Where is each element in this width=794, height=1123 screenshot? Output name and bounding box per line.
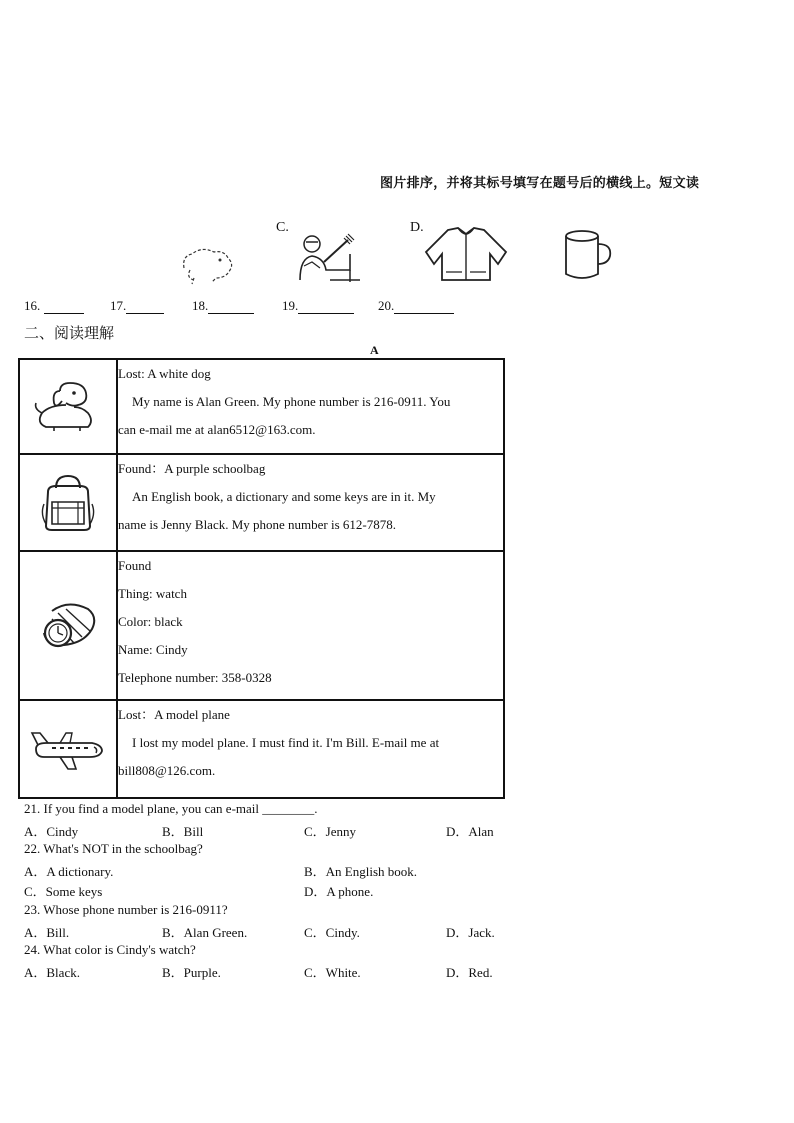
notice-line: I lost my model plane. I must find it. I'm Bill. E-mail me at bbox=[132, 735, 440, 750]
notice-line: Thing: watch bbox=[118, 586, 187, 601]
q21-option-a[interactable]: A．Cindy bbox=[24, 824, 79, 839]
notice-text-cell bbox=[117, 700, 504, 798]
cup-icon bbox=[560, 226, 616, 287]
notice-line: Telephone number: 358-0328 bbox=[118, 670, 272, 685]
watch-icon bbox=[38, 601, 98, 651]
question-22-stem: 22. What's NOT in the schoolbag? bbox=[24, 841, 203, 856]
blank-19[interactable]: 19. bbox=[282, 298, 354, 314]
notice-picture-cell bbox=[19, 454, 117, 551]
notice-line: Name: Cindy bbox=[118, 642, 188, 657]
notice-row bbox=[19, 700, 504, 798]
blank-17[interactable]: 17. bbox=[110, 298, 164, 314]
dog-icon bbox=[30, 381, 106, 433]
notice-heading: Lost：A model plane bbox=[118, 707, 230, 722]
question-24-stem: 24. What color is Cindy's watch? bbox=[24, 942, 196, 957]
q23-option-c[interactable]: C．Cindy. bbox=[304, 925, 360, 940]
schoolbag-icon bbox=[38, 474, 98, 532]
notice-heading: Lost: A white dog bbox=[118, 366, 211, 381]
q24-option-a[interactable]: A．Black. bbox=[24, 965, 80, 980]
notice-line: Color: black bbox=[118, 614, 183, 629]
notice-row bbox=[19, 359, 504, 454]
q24-option-b[interactable]: B．Purple. bbox=[162, 965, 221, 980]
notice-row bbox=[19, 454, 504, 551]
q22-option-d[interactable]: D．A phone. bbox=[304, 884, 374, 899]
notice-text-cell bbox=[117, 551, 504, 700]
q22-option-a[interactable]: A．A dictionary. bbox=[24, 864, 114, 879]
notice-line: can e-mail me at alan6512@163.com. bbox=[118, 422, 316, 437]
notice-line: My name is Alan Green. My phone number is 216-0911. You bbox=[132, 394, 451, 409]
passage-label: A bbox=[370, 343, 379, 357]
picture-d-letter: D. bbox=[410, 220, 424, 235]
blank-16[interactable]: 16. bbox=[24, 298, 84, 314]
plane-icon bbox=[30, 727, 106, 771]
dog-sketch-icon bbox=[176, 238, 238, 291]
instruction-text: 图片排序，并将其标号填写在题号后的横线上。短文读 bbox=[380, 176, 700, 191]
section-title: 二、阅读理解 bbox=[24, 324, 115, 342]
notice-heading: Found bbox=[118, 558, 152, 573]
notices-table bbox=[18, 358, 505, 799]
notice-picture-cell bbox=[19, 551, 117, 700]
q23-option-b[interactable]: B．Alan Green. bbox=[162, 925, 248, 940]
question-23-stem: 23. Whose phone number is 216-0911? bbox=[24, 902, 228, 917]
notice-picture-cell bbox=[19, 359, 117, 454]
q24-option-d[interactable]: D．Red. bbox=[446, 965, 493, 980]
notice-text-cell bbox=[117, 359, 504, 454]
q21-option-c[interactable]: C．Jenny bbox=[304, 824, 357, 839]
jacket-icon bbox=[418, 224, 514, 289]
man-painting-icon bbox=[290, 230, 366, 291]
q22-option-b[interactable]: B．An English book. bbox=[304, 864, 418, 879]
q21-option-b[interactable]: B．Bill bbox=[162, 824, 204, 839]
notice-line: An English book, a dictionary and some keys are in it. My bbox=[132, 489, 436, 504]
q23-option-d[interactable]: D．Jack. bbox=[446, 925, 495, 940]
notice-heading: Found：A purple schoolbag bbox=[118, 461, 266, 476]
blank-20[interactable]: 20. bbox=[378, 298, 454, 314]
question-21-stem: 21. If you find a model plane, you can e-mail ________. bbox=[24, 801, 318, 816]
picture-c-letter: C. bbox=[276, 220, 289, 235]
q21-option-d[interactable]: D．Alan bbox=[446, 824, 494, 839]
q23-option-a[interactable]: A．Bill. bbox=[24, 925, 70, 940]
notice-line: name is Jenny Black. My phone number is 612-7878. bbox=[118, 517, 397, 532]
q22-option-c[interactable]: C．Some keys bbox=[24, 884, 103, 899]
blank-18[interactable]: 18. bbox=[192, 298, 254, 314]
notice-row bbox=[19, 551, 504, 700]
notice-line: bill808@126.com. bbox=[118, 763, 216, 778]
notice-text-cell bbox=[117, 454, 504, 551]
notice-picture-cell bbox=[19, 700, 117, 798]
q24-option-c[interactable]: C．White. bbox=[304, 965, 361, 980]
